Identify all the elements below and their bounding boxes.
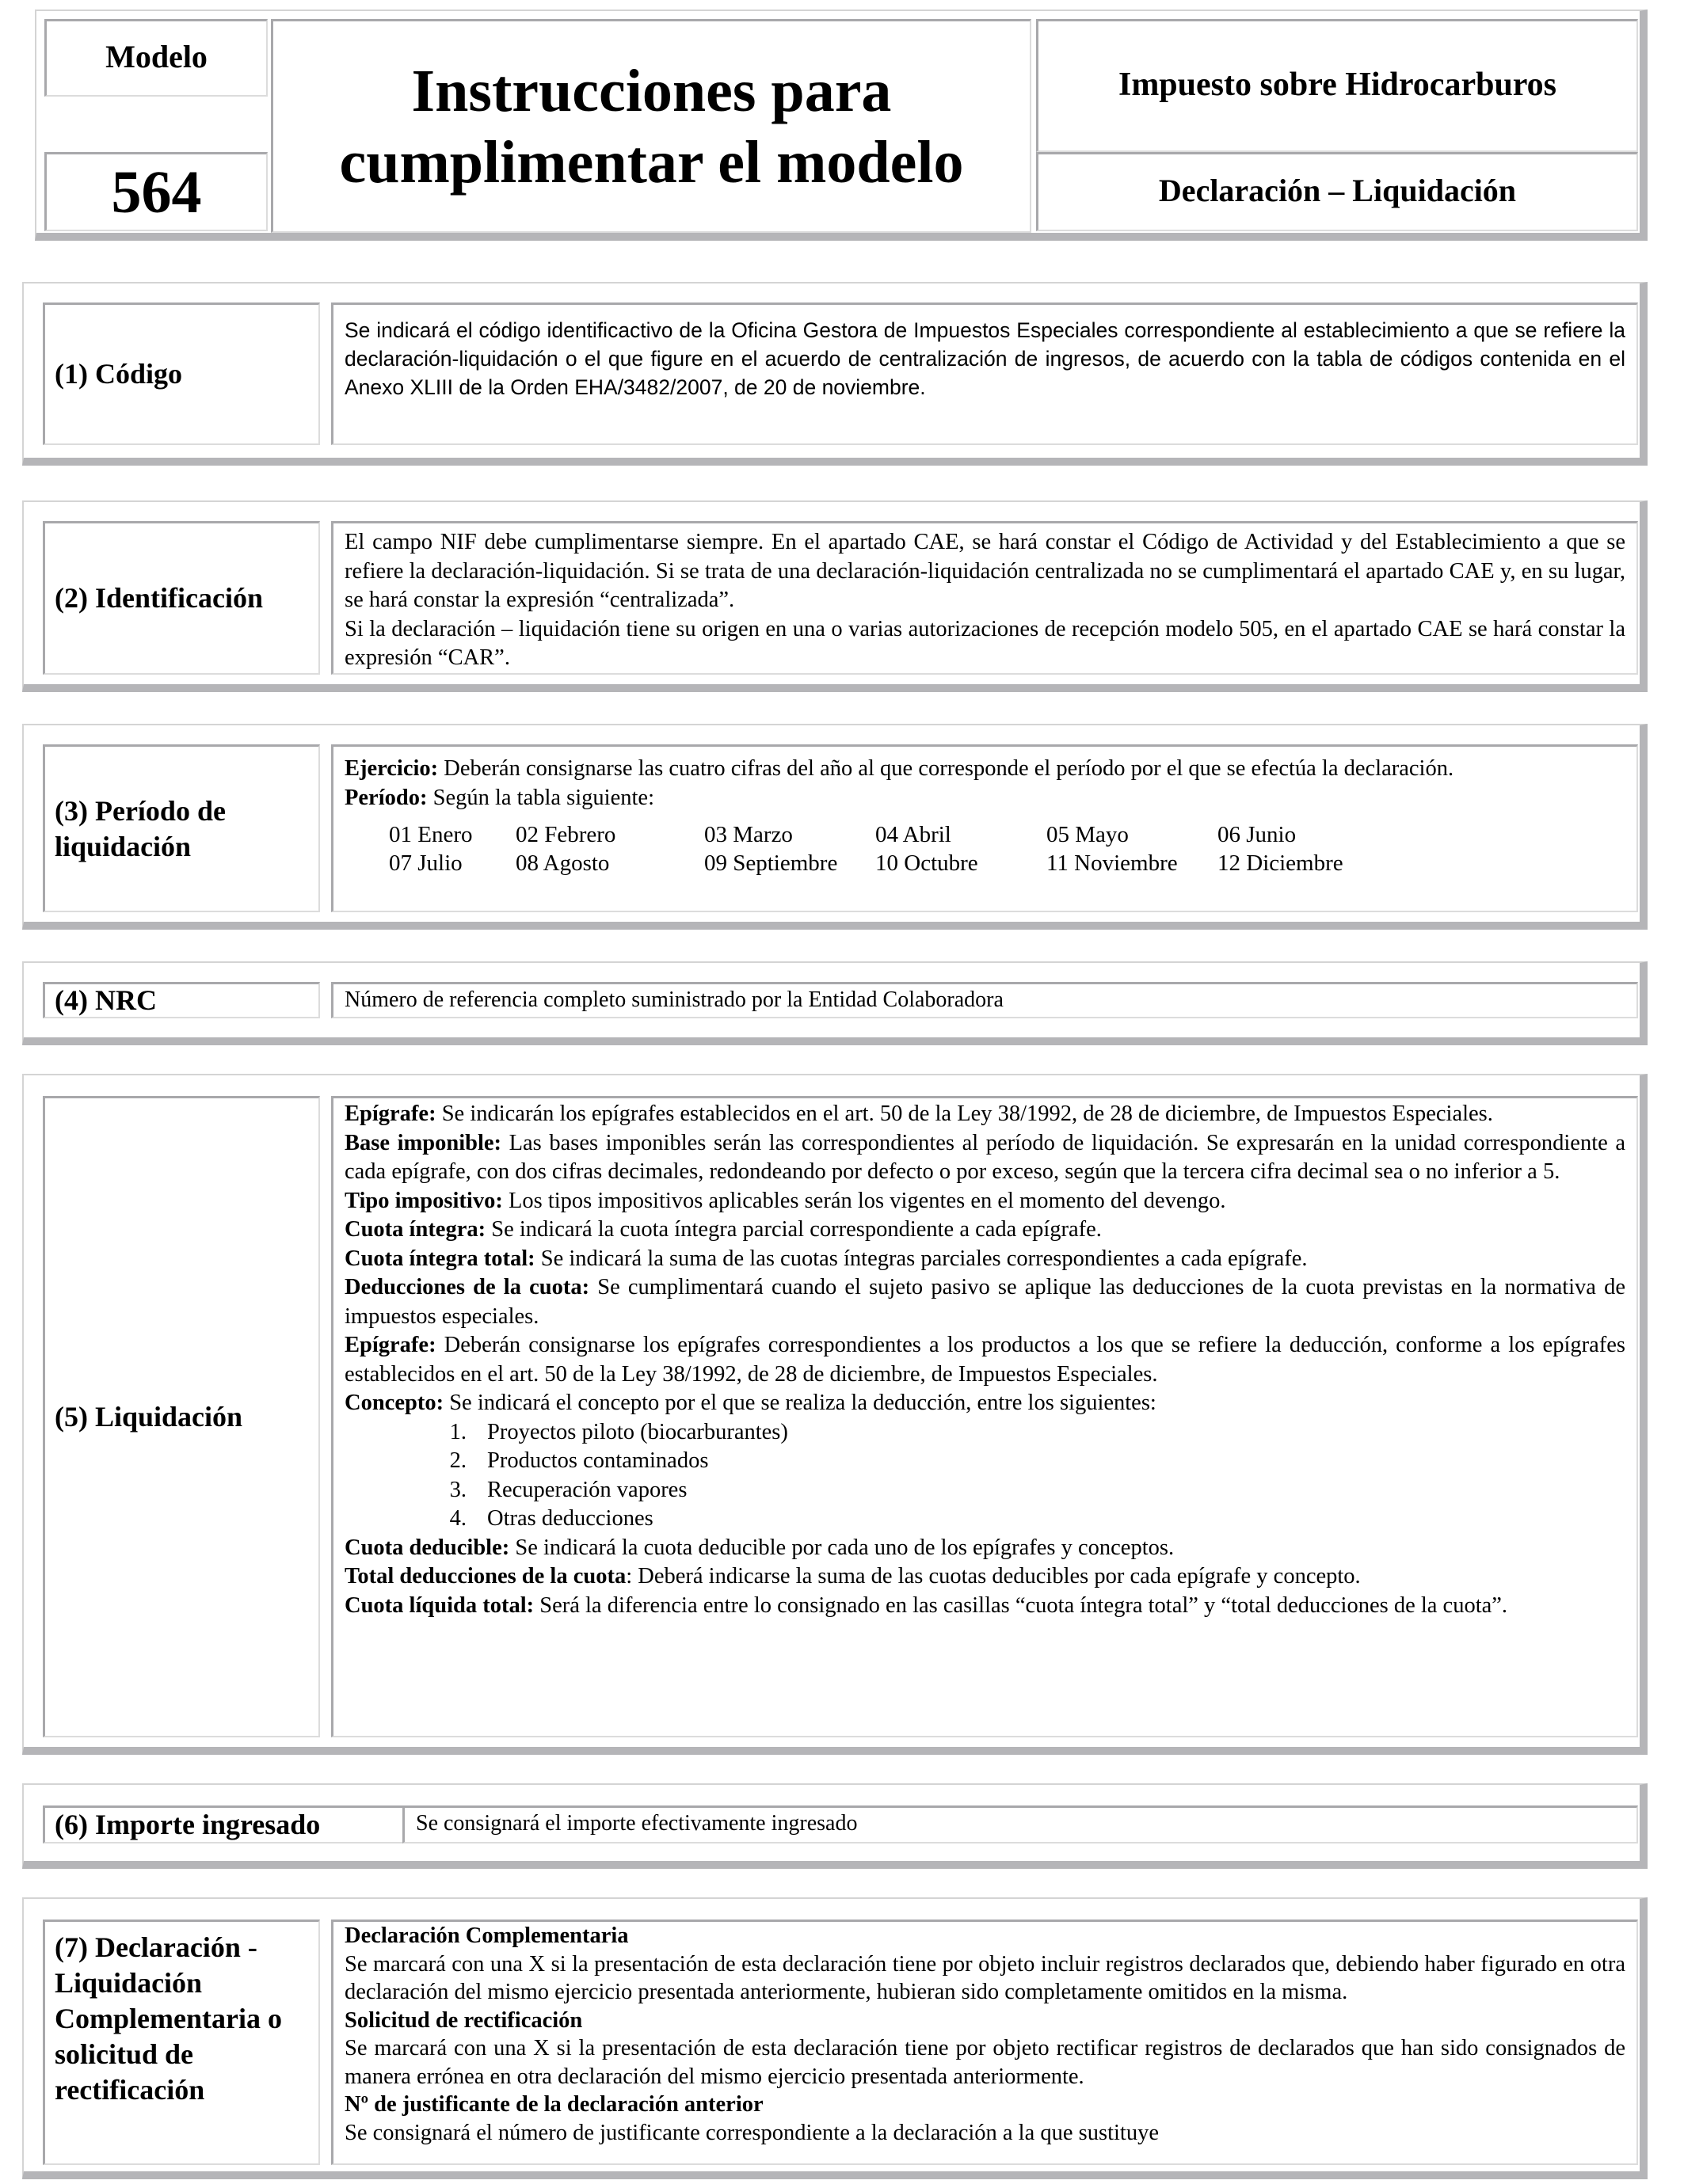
month-cell: 04 Abril (875, 822, 951, 847)
ejercicio-label: Ejercicio: (345, 756, 439, 781)
header-box (35, 10, 1648, 241)
list-item: 1. Proyectos piloto (biocarburantes) (449, 1419, 788, 1444)
identificacion-p1: El campo NIF debe cumplimentarse siempre. En el apartado CAE, se hará constar el Código de Actividad y del Establecimiento a que se refiere la declaración-liquidación. Si se trata de una declaración-liquidación centralizada no se cumplimentará el apartado CAE y, en su lugar, se hará constar la expresión “centralizada”. (345, 530, 1625, 612)
month-cell: 05 Mayo (1046, 822, 1129, 847)
epigrafe-text: Se indicarán los epígrafes establecidos en el art. 50 de la Ley 38/1992, de 28 de diciembre, de Impuestos Especiales. (436, 1102, 1493, 1126)
complementaria-label-line: rectificación (55, 2074, 205, 2106)
section-identificacion (22, 500, 1648, 692)
section-complementaria (22, 1897, 1648, 2179)
month-cell: 02 Febrero (516, 822, 616, 847)
month-cell: 06 Junio (1217, 822, 1297, 847)
section-periodo (22, 724, 1648, 930)
page-title (271, 19, 1031, 233)
modelo-label: Modelo (44, 19, 268, 97)
periodo-text (331, 744, 1638, 912)
list-item: 2. Productos contaminados (449, 1448, 709, 1473)
months-table (389, 820, 1376, 877)
justificante-paragraph: Se consignará el número de justificante correspondiente a la declaración a la que sustituye (345, 2120, 1159, 2145)
complementaria-label-line: solicitud de (55, 2038, 194, 2070)
importe-label: (6) Importe ingresado (43, 1805, 420, 1843)
month-cell: 08 Agosto (516, 850, 610, 876)
deducible-text: Se indicará la cuota deducible por cada uno de los epígrafes y conceptos. (509, 1535, 1175, 1560)
month-cell: 03 Marzo (704, 822, 793, 847)
identificacion-text (331, 521, 1638, 675)
liquida-label: Cuota líquida total: (345, 1592, 535, 1618)
month-cell: 07 Julio (389, 850, 463, 876)
cuota-text: Se indicará la cuota íntegra parcial correspondiente a cada epígrafe. (486, 1217, 1102, 1242)
concepto-text: Se indicará el concepto por el que se realiza la deducción, entre los siguientes: (444, 1391, 1156, 1415)
cuota-label: Cuota íntegra: (345, 1217, 486, 1242)
section-importe (22, 1783, 1648, 1869)
modelo-number: 564 (44, 152, 268, 231)
complementaria-text (331, 1920, 1638, 2165)
section-codigo (22, 282, 1648, 466)
month-cell: 01 Enero (389, 822, 473, 847)
section-liquidacion (22, 1074, 1648, 1755)
rectificacion-paragraph: Se marcará con una X si la presentación de esta declaración tiene por objeto rectificar registros de declarados que han sido consignados de manera errónea en otra declaración del mismo ejercicio presentada anteriormente. (345, 2036, 1625, 2089)
deducible-label: Cuota deducible: (345, 1535, 510, 1560)
codigo-label: (1) Código (43, 302, 320, 445)
deducciones-label: Deducciones de la cuota: (345, 1275, 590, 1299)
periodo-label (43, 744, 320, 912)
ejercicio-text: Deberán consignarse las cuatro cifras del año al que corresponde el período por el que se efectúa la declaración. (438, 756, 1454, 781)
month-cell: 11 Noviembre (1046, 850, 1178, 876)
nrc-label: (4) NRC (43, 982, 320, 1018)
epigrafe2-text: Deberán consignarse los epígrafes correspondientes a los productos a los que se refiere la deducción, conforme a los epígrafes establecidos en el art. 50 de la Ley 38/1992, de 28 de diciembre, de Impuestos Especiales. (345, 1333, 1625, 1387)
identificacion-p2: Si la declaración – liquidación tiene su origen en una o varias autorizaciones de recepción modelo 505, en el apartado CAE se hará constar la expresión “CAR”. (345, 616, 1625, 670)
periodo-label-line-1: (3) Período de (55, 794, 226, 827)
tipo-label: Tipo impositivo: (345, 1188, 503, 1213)
tax-name: Impuesto sobre Hidrocarburos (1036, 19, 1638, 152)
concepts-list (345, 1418, 1625, 1534)
epigrafe-label: Epígrafe: (345, 1102, 436, 1126)
liquidacion-text (331, 1096, 1638, 1737)
complementaria-label (43, 1920, 320, 2165)
base-text: Las bases imponibles serán las correspondientes al período de liquidación. Se expresarán en la unidad correspondiente a cada epígrafe, con dos cifras decimales, redondeando por defecto o por exceso, según que la tercera cifra decimal sea o no inferior a 5. (345, 1130, 1626, 1184)
periodo-sub-text: Según la tabla siguiente: (427, 785, 654, 810)
total-ded-text: : Deberá indicarse la suma de las cuotas deducibles por cada epígrafe y concepto. (626, 1564, 1361, 1589)
liquida-text: Será la diferencia entre lo consignado en las casillas “cuota íntegra total” y “total deducciones de la cuota”. (534, 1592, 1508, 1618)
deducciones-text: Se cumplimentará cuando el sujeto pasivo se aplique las deducciones de la cuota previstas en la normativa de impuestos especiales. (345, 1275, 1625, 1329)
complementaria-label-line: Liquidación (55, 1967, 203, 1999)
nrc-text: Número de referencia completo suministrado por la Entidad Colaboradora (331, 982, 1638, 1018)
periodo-label-line-2: liquidación (55, 830, 192, 862)
months-row-1 (389, 820, 1376, 849)
complementaria-label-line: (7) Declaración - (55, 1931, 257, 1963)
title-line-2: cumplimentar el modelo (339, 128, 964, 196)
epigrafe2-label: Epígrafe: (345, 1333, 436, 1357)
cuota-total-label: Cuota íntegra total: (345, 1246, 535, 1271)
periodo-sub-label: Período: (345, 785, 428, 810)
month-cell: 10 Octubre (875, 850, 978, 876)
title-line-1: Instrucciones para (411, 57, 892, 124)
cuota-total-text: Se indicará la suma de las cuotas íntegras parciales correspondientes a cada epígrafe. (535, 1246, 1308, 1271)
month-cell: 12 Diciembre (1217, 850, 1343, 876)
concepto-label: Concepto: (345, 1391, 444, 1415)
list-item: 3. Recuperación vapores (449, 1477, 688, 1502)
tipo-text: Los tipos impositivos aplicables serán los vigentes en el momento del devengo. (502, 1188, 1226, 1213)
list-item: 4. Otras deducciones (449, 1506, 653, 1531)
month-cell: 09 Septiembre (704, 850, 838, 876)
rectificacion-heading: Solicitud de rectificación (345, 2007, 583, 2033)
complementaria-label-line: Complementaria o (55, 2003, 282, 2034)
justificante-heading: Nº de justificante de la declaración anterior (345, 2092, 764, 2117)
importe-text: Se consignará el importe efectivamente ingresado (402, 1805, 1638, 1843)
doc-type: Declaración – Liquidación (1036, 152, 1638, 231)
codigo-text (331, 302, 1638, 445)
complementaria-heading: Declaración Complementaria (345, 1923, 629, 1948)
months-row-2 (389, 849, 1376, 877)
total-ded-label: Total deducciones de la cuota (345, 1564, 627, 1589)
liquidacion-label: (5) Liquidación (43, 1096, 320, 1737)
base-label: Base imponible: (345, 1130, 502, 1155)
section-nrc (22, 961, 1648, 1045)
codigo-paragraph: Se indicará el código identificactivo de la Oficina Gestora de Impuestos Especiales correspondiente al establecimiento a que se refiere la declaración-liquidación o el que figure en el acuerdo de centralización de ingresos, de acuerdo con la tabla de códigos contenida en el Anexo XLIII de la Orden EHA/3482/2007, de 20 de noviembre. (345, 318, 1625, 399)
identificacion-label: (2) Identificación (43, 521, 320, 675)
complementaria-paragraph: Se marcará con una X si la presentación de esta declaración tiene por objeto incluir registros declarados que, debiendo haber figurado en otra declaración del mismo ejercicio presentada anteriormente, hubieran sido completamente omitidos en la misma. (345, 1951, 1625, 2004)
